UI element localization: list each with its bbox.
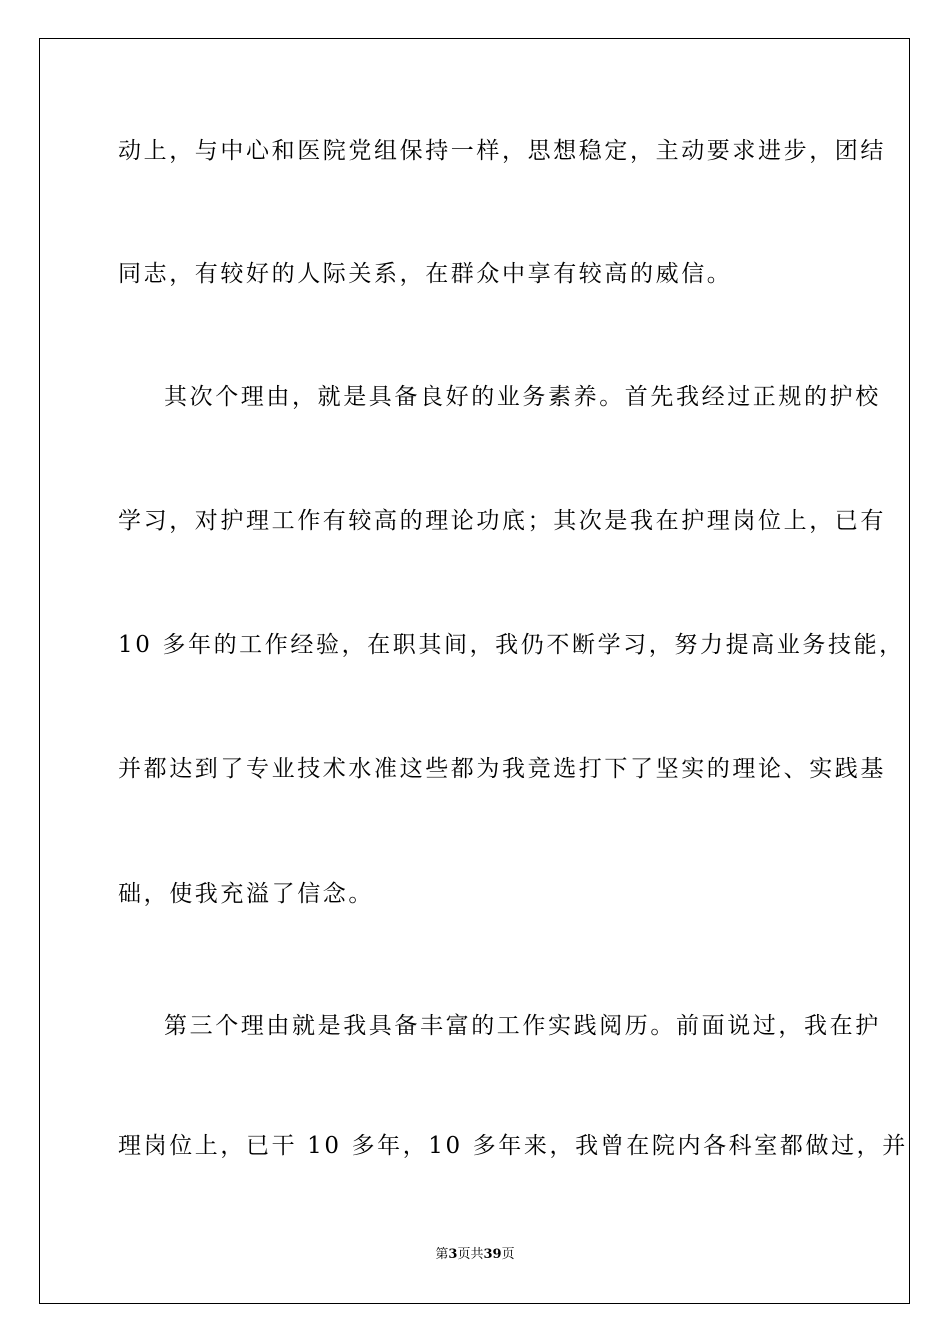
paragraph-line: 同志，有较好的人际关系，在群众中享有较高的威信。 xyxy=(118,261,733,287)
paragraph-line: 础，使我充溢了信念。 xyxy=(118,881,374,907)
paragraph-line: 动上，与中心和医院党组保持一样，思想稳定，主动要求进步，团结 xyxy=(118,138,886,164)
total-prefix: 共 xyxy=(470,1247,484,1262)
paragraph-line: 10 多年的工作经验，在职其间，我仍不断学习，努力提高业务技能， xyxy=(118,632,905,658)
paragraph-line: 理岗位上，已干 10 多年，10 多年来，我曾在院内各科室都做过，并 xyxy=(118,1133,908,1159)
total-pages: 39 xyxy=(483,1247,502,1262)
page-border xyxy=(39,38,910,1304)
page-footer xyxy=(0,1246,950,1264)
paragraph-line: 其次个理由，就是具备良好的业务素养。首先我经过正规的护校 xyxy=(164,384,881,410)
paragraph-line: 并都达到了专业技术水准这些都为我竞选打下了坚实的理论、实践基 xyxy=(118,756,886,782)
paragraph-line: 第三个理由就是我具备丰富的工作实践阅历。前面说过，我在护 xyxy=(164,1013,881,1039)
total-suffix: 页 xyxy=(501,1247,515,1262)
paragraph-line: 学习，对护理工作有较高的理论功底；其次是我在护理岗位上，已有 xyxy=(118,508,886,534)
page-number: 3 xyxy=(448,1247,458,1262)
page-suffix: 页 xyxy=(457,1247,471,1262)
page-prefix: 第 xyxy=(435,1247,449,1262)
